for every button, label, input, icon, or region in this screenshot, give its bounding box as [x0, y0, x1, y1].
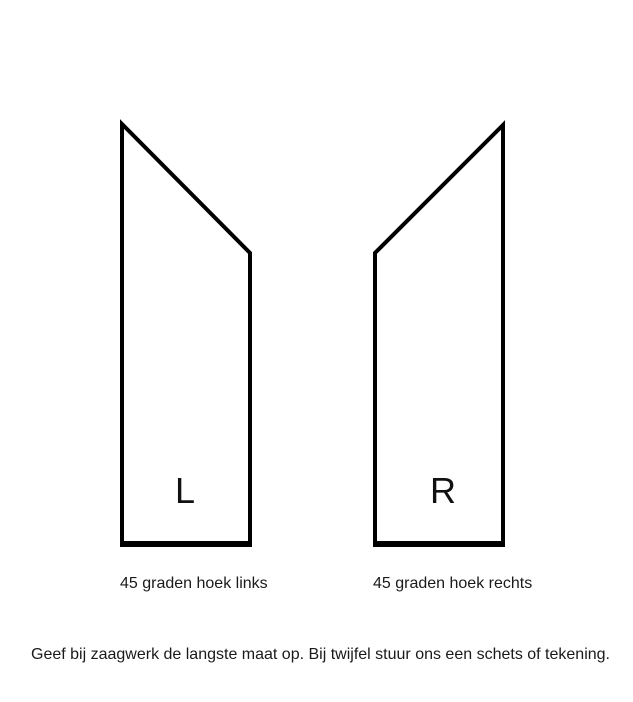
- right-panel-label: R: [430, 470, 456, 511]
- cutting-note: Geef bij zaagwerk de langste maat op. Bij twijfel stuur ons een schets of tekening.: [31, 646, 610, 663]
- left-panel-caption: 45 graden hoek links: [120, 575, 268, 592]
- right-panel-caption: 45 graden hoek rechts: [373, 575, 533, 592]
- left-panel-label: L: [174, 470, 196, 511]
